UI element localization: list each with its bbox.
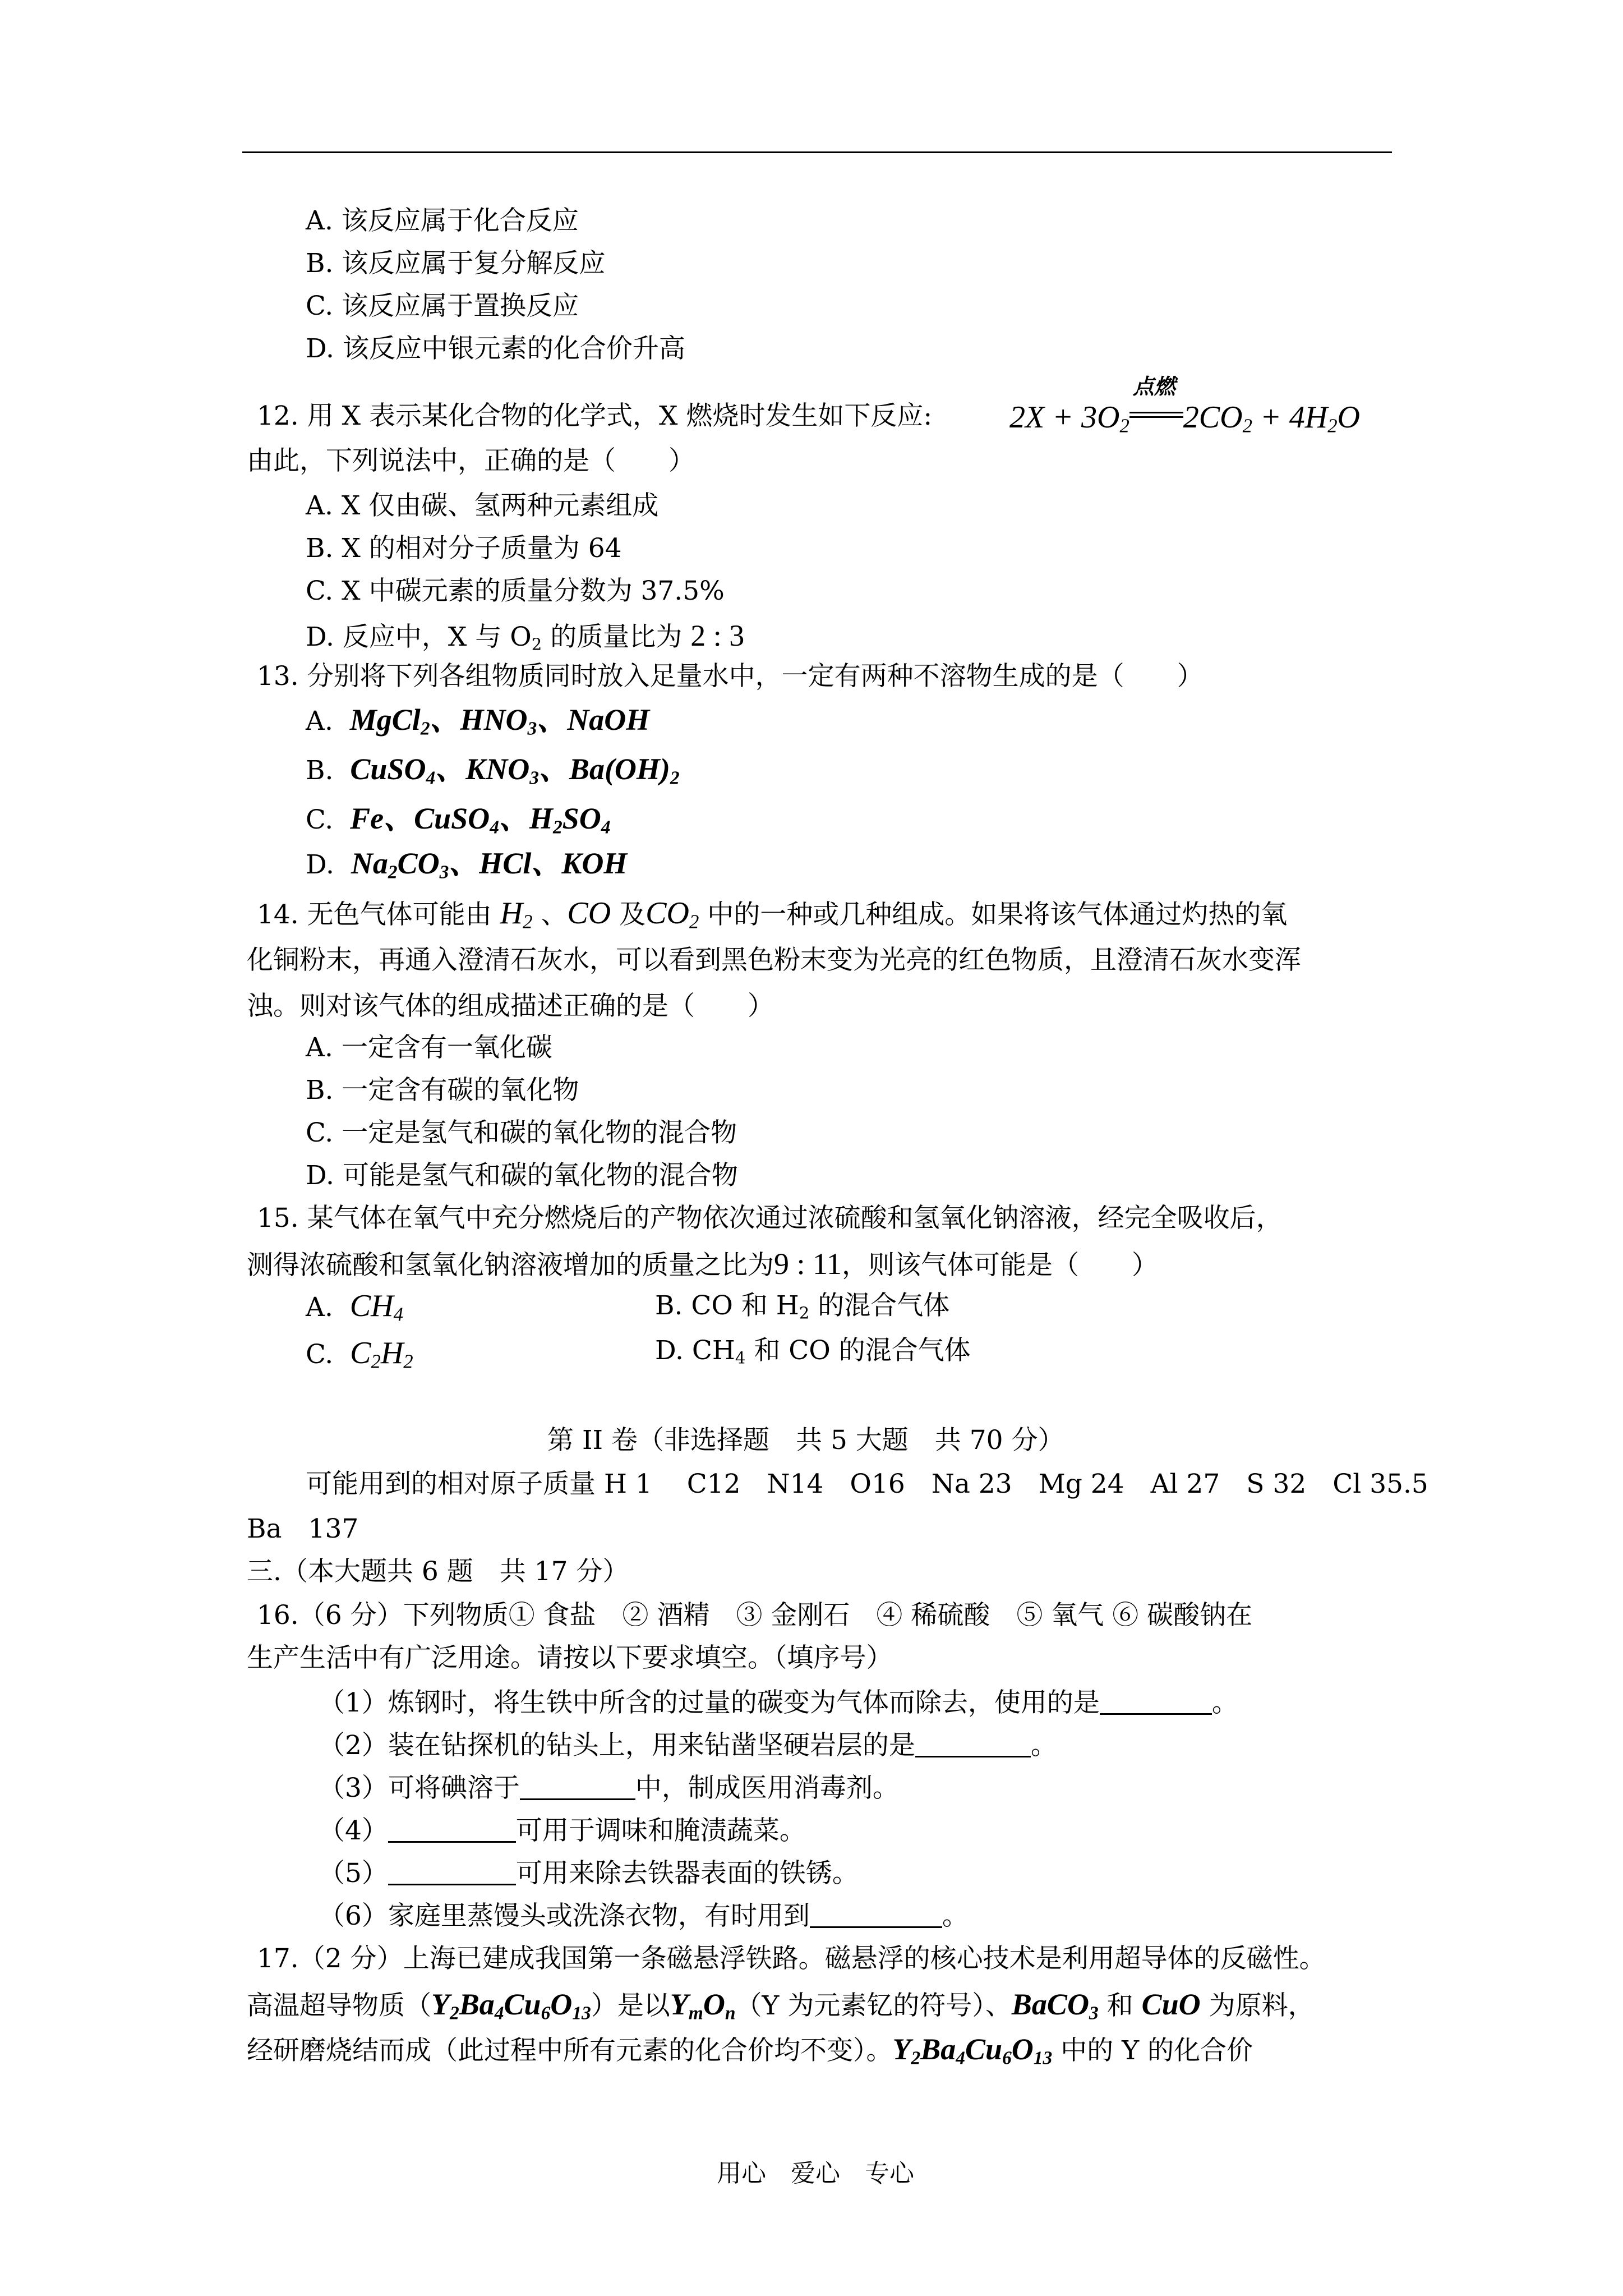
q16-sub-5: （5） 可用来除去铁器表面的铁锈。 xyxy=(319,1858,859,1889)
q17-stem-line2: 高温超导物质$(Y_2Ba_4Cu_6O_{13})$是以$Y_mO_n(Y$ 为元素钇的符号）、BaCO$_3$ 和 CuO 为原料， xyxy=(247,1987,1315,2024)
part2-title: 第 II 卷（非选择题 共 5 大题 共 70 分） xyxy=(547,1425,1064,1456)
q12-stem-cont: 由此，下列说法中，正确的是（ ） xyxy=(247,445,695,476)
q14-stem: 14. 无色气体可能由 $H_2$ 、CO 及$CO_2$ 中的一种或几种组成。如果将该气体通过灼热的氧 xyxy=(257,896,1288,933)
q12-equation: $2X + 3O_2$ 点燃 $2CO_2 + 4H_2O$ xyxy=(1009,374,1360,437)
q12-stem: 12. 用 X 表示某化合物的化学式，X 燃烧时发生如下反应: xyxy=(257,401,933,431)
answer-blank[interactable] xyxy=(388,1859,516,1885)
page-footer: 用心 爱心 专心 xyxy=(717,2159,914,2188)
q14-stem-line2: 化铜粉末，再通入澄清石灰水，可以看到黑色粉末变为光亮的红色物质，且澄清石灰水变浑 xyxy=(247,945,1301,976)
q11-option-d: D. 该反应中银元素的化合价升高 xyxy=(306,333,685,364)
section3-heading: 三.（本大题共 6 题 共 17 分） xyxy=(247,1556,629,1587)
q13-option-a: A. MgCl$_2$、$HNO_3$、NaOH xyxy=(306,703,650,739)
atomic-mass-line2: Ba 137 xyxy=(247,1513,359,1544)
q17-stem-line1: 17.（2 分）上海已建成我国第一条磁悬浮铁路。磁悬浮的核心技术是利用超导体的反磁性。 xyxy=(257,1943,1326,1974)
q12-option-c: C. X 中碳元素的质量分数为 37.5% xyxy=(306,576,725,606)
q16-sub-4: （4） 可用于调味和腌渍蔬菜。 xyxy=(319,1815,806,1846)
q14-option-c: C. 一定是氢气和碳的氧化物的混合物 xyxy=(306,1117,737,1148)
q16-stem-line1: 16.（6 分）下列物质① 食盐 ② 酒精 ③ 金刚石 ④ 稀硫酸 ⑤ 氧气 ⑥ 碳酸钠在 xyxy=(257,1600,1253,1631)
header-rule xyxy=(242,151,1392,153)
q14-option-b: B. 一定含有碳的氧化物 xyxy=(306,1075,579,1106)
q12-option-b: B. X 的相对分子质量为 64 xyxy=(306,533,622,564)
q13-option-b: B. CuSO$_4$、$KNO_3$、$Ba(OH)_2$ xyxy=(306,752,680,789)
q14-stem-line3: 浊。则对该气体的组成描述正确的是（ ） xyxy=(247,991,774,1022)
q14-option-a: A. 一定含有一氧化碳 xyxy=(306,1032,552,1063)
q15-stem-line1: 15. 某气体在氧气中充分燃烧后的产物依次通过浓硫酸和氢氧化钠溶液，经完全吸收后， xyxy=(257,1203,1283,1234)
q16-sub-6: （6）家庭里蒸馒头或洗涤衣物，有时用到 。 xyxy=(319,1901,969,1931)
q15-option-a: A. $CH_4$ xyxy=(306,1289,403,1326)
q16-sub-1: （1）炼钢时，将生铁中所含的过量的碳变为气体而除去，使用的是 。 xyxy=(319,1687,1238,1718)
answer-blank[interactable] xyxy=(810,1902,942,1928)
answer-blank[interactable] xyxy=(1100,1688,1212,1715)
q17-stem-line3: 经研磨烧结而成（此过程中所有元素的化合价均不变）。$Y_2Ba_4Cu_6O_{13}$ 中的 Y 的化合价 xyxy=(247,2032,1253,2069)
q12-condition: 点燃 xyxy=(1129,398,1183,430)
q16-sub-2: （2）装在钻探机的钻头上，用来钻凿坚硬岩层的是 。 xyxy=(319,1730,1057,1761)
answer-blank[interactable] xyxy=(520,1774,635,1800)
q15-option-d: D. $CH_4$ 和 CO 的混合气体 xyxy=(655,1335,971,1368)
q13-option-d: D. $Na_2CO_3$、HCl、KOH xyxy=(306,846,628,883)
q15-option-b: B. CO 和 $H_2$ 的混合气体 xyxy=(655,1290,950,1323)
q13-stem: 13. 分别将下列各组物质同时放入足量水中，一定有两种不溶物生成的是（ ） xyxy=(257,661,1204,692)
answer-blank[interactable] xyxy=(915,1731,1031,1757)
q16-stem-line2: 生产生活中有广泛用途。请按以下要求填空。（填序号） xyxy=(247,1642,893,1673)
q14-option-d: D. 可能是氢气和碳的氧化物的混合物 xyxy=(306,1160,738,1191)
q16-sub-3: （3）可将碘溶于 中，制成医用消毒剂。 xyxy=(319,1773,899,1803)
q11-option-b: B. 该反应属于复分解反应 xyxy=(306,248,606,279)
q12-option-d: D. 反应中，X 与 $O_2$ 的质量比为 2 : 3 xyxy=(306,619,745,654)
q15-stem-line2: 测得浓硫酸和氢氧化钠溶液增加的质量之比为9 : 11，则该气体可能是（ ） xyxy=(247,1247,1158,1281)
q13-option-c: C. Fe、CuSO$_4$、$H_2SO_4$ xyxy=(306,802,611,838)
q11-option-c: C. 该反应属于置换反应 xyxy=(306,291,579,321)
q12-option-a: A. X 仅由碳、氢两种元素组成 xyxy=(306,490,659,521)
atomic-mass-line1: 可能用到的相对原子质量 H 1 C12 N14 O16 Na 23 Mg 24 Al 27 S 32 Cl 35.5 xyxy=(306,1469,1428,1499)
q15-option-c: C. $C_2H_2$ xyxy=(306,1336,413,1373)
answer-blank[interactable] xyxy=(388,1816,516,1843)
q11-option-a: A. 该反应属于化合反应 xyxy=(306,205,579,236)
